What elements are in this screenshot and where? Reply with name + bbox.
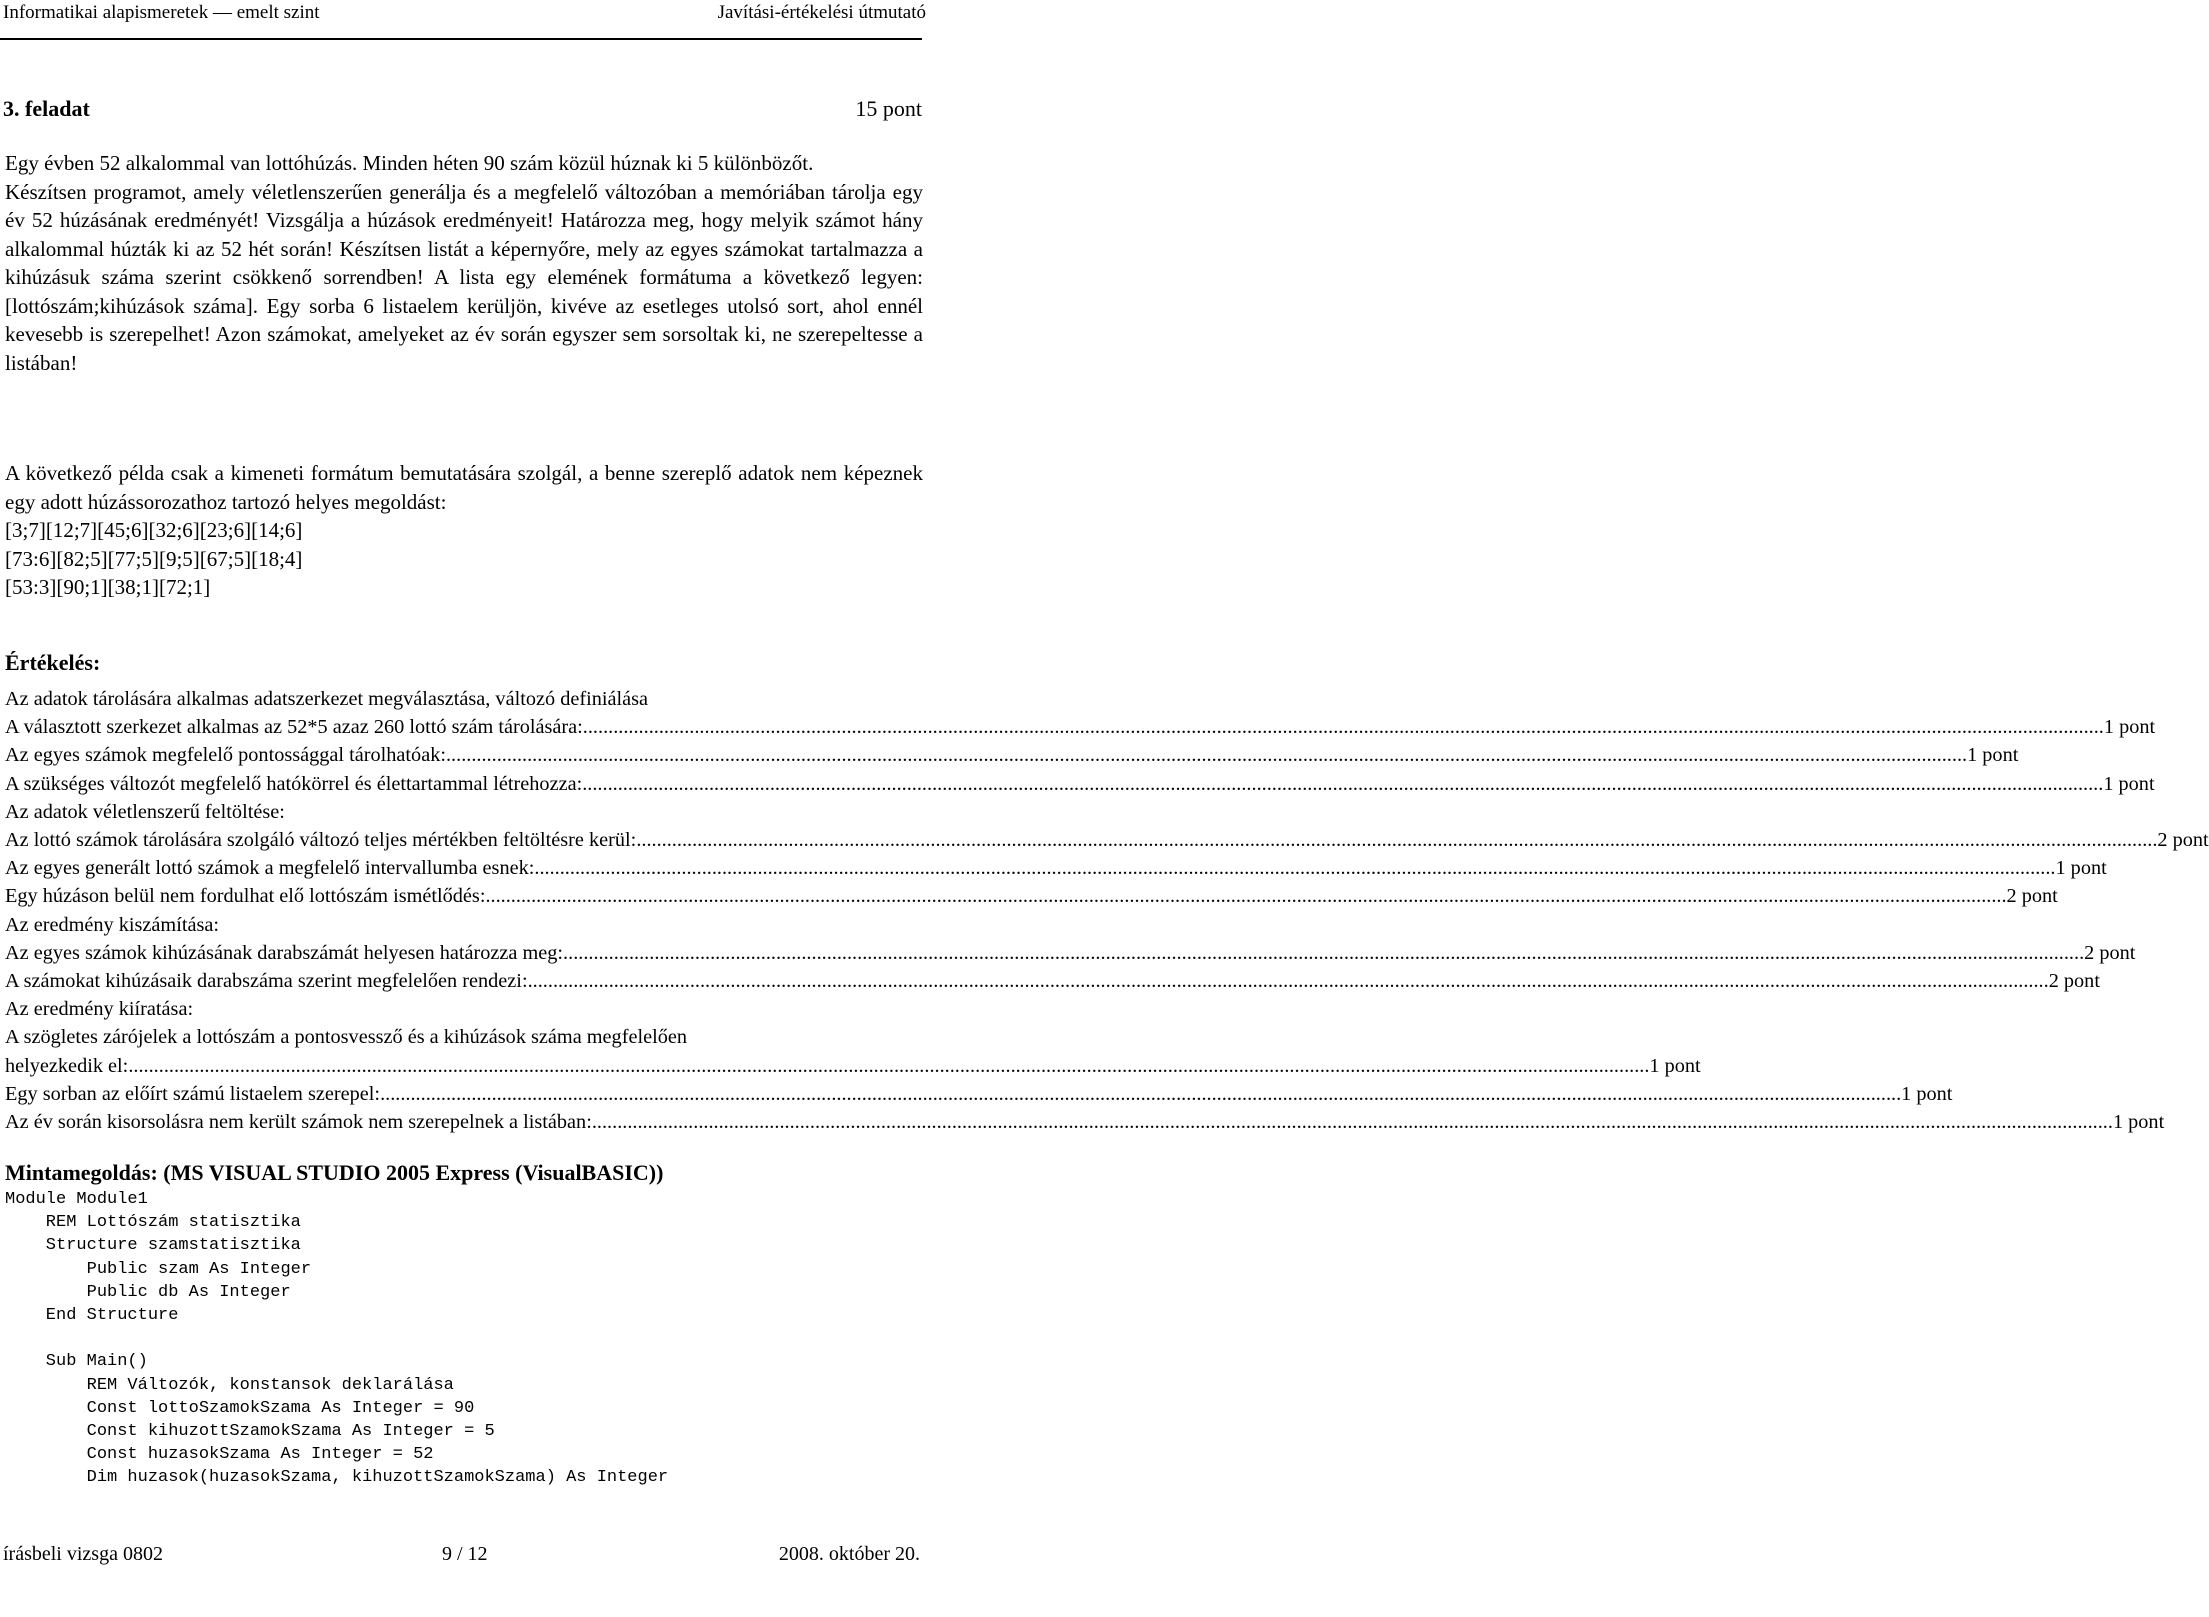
criteria-points: 1 pont xyxy=(2103,772,2155,795)
criteria-text: A számokat kihúzásaik darabszáma szerint megfelelően rendezi: xyxy=(5,970,528,993)
criteria-item-line: A szögletes zárójelek a lottószám a pontosvessző és a kihúzások száma megfelelően xyxy=(5,1026,688,1049)
criteria-text: Az év során kisorsolásra nem került számok nem szerepelnek a listában: xyxy=(5,1111,592,1134)
dot-leader: ............................................................................................................................................................................................................................................................................................................ xyxy=(582,772,2104,795)
criteria-points: 2 pont xyxy=(2084,941,2136,964)
criteria-text: A szükséges változót megfelelő hatókörrel és élettartammal létrehozza: xyxy=(5,772,583,795)
dot-leader: ............................................................................................................................................................................................................................................................................................................ xyxy=(527,970,2049,993)
criteria-section-heading: Az adatok tárolására alkalmas adatszerkezet megválasztása, változó definiálása xyxy=(5,688,649,710)
criteria-section-heading: Az eredmény kiszámítása: xyxy=(5,913,219,936)
criteria-section-heading: Az adatok véletlenszerű feltöltése: xyxy=(5,800,285,823)
header-rule xyxy=(0,38,922,40)
evaluation-title: Értékelés: xyxy=(5,650,101,675)
task-paragraph-2: Készítsen programot, amely véletlenszerűen generálja és a megfelelő változóban a memóriában tárolja egy év 52 húzásának eredményét! Vizsgálja a húzások eredményeit! Határozza meg, hogy melyik számot hány alkalommal húzták ki az 52 hét során! Készítsen listát a képernyőre, mely az egyes számokat tartalmazza a kihúzásuk száma szerint csökkenő sorrendben! A lista egy elemének formátuma a következő legyen: [lottószám;kihúzások száma]. Egy sorba 6 listaelem kerüljön, kivéve az esetleges utolsó sort, ahol ennél kevesebb is szerepelhet! Azon számokat, amelyeket az év során egyszer sem sorsoltak ki, ne szerepeltesse a listában! xyxy=(5,179,923,375)
criteria-item xyxy=(5,967,2100,995)
criteria-item xyxy=(5,770,2155,798)
criteria-text: Egy húzáson belül nem fordulhat elő lottószám ismétlődés: xyxy=(5,885,486,908)
header-left: Informatikai alapismeretek — emelt szint xyxy=(3,2,320,23)
example-line: [53:3][90;1][38;1][72;1] xyxy=(5,575,211,599)
criteria-text: Az egyes generált lottó számok a megfelelő intervallumba esnek: xyxy=(5,857,535,880)
criteria-points: 1 pont xyxy=(1901,1082,1953,1105)
criteria-item xyxy=(5,1080,1953,1108)
solution-title xyxy=(5,1160,663,1186)
criteria-points: 1 pont xyxy=(2055,857,2107,880)
criteria-text: Egy sorban az előírt számú listaelem szerepel: xyxy=(5,1082,381,1105)
criteria-points: 1 pont xyxy=(2103,716,2156,739)
criteria-text: A választott szerkezet alkalmas az 52*5 azaz 260 lottó szám tárolására: xyxy=(5,716,583,739)
solution-code: Module Module1 REM Lottószám statisztika Structure szamstatisztika Public szam As Integer Public db As Integer End Structure Sub Main() REM Változók, konstansok deklarálása Const lottoSzamokSzama As Integer = 90 Const kihuzottSzamokSzama As Integer = 5 Const huzasokSzama As Integer = 52 Dim huzasok(huzasokSzama, kihuzottSzamokSzama) As Integer xyxy=(5,1190,669,1488)
page-number: 9 / 12 xyxy=(442,1543,488,1565)
criteria-item xyxy=(5,1108,2165,1136)
criteria-item xyxy=(5,1052,1701,1080)
criteria-points: 1 pont xyxy=(1649,1054,1701,1077)
dot-leader: ............................................................................................................................................................................................................................................................................................................ xyxy=(485,885,2007,908)
dot-leader: ............................................................................................................................................................................................................................................................................................................ xyxy=(591,1111,2113,1134)
example-line: [3;7][12;7][45;6][32;6][23;6][14;6] xyxy=(5,518,303,542)
dot-leader: ............................................................................................................................................................................................................................................................................................................ xyxy=(534,857,2056,880)
criteria-text: Az lottó számok tárolására szolgáló változó teljes mértékben feltöltésre kerül: xyxy=(5,829,637,852)
solution-label: Mintamegoldás: xyxy=(5,1160,158,1185)
criteria-item xyxy=(5,741,2019,769)
dot-leader: ............................................................................................................................................................................................................................................................................................................ xyxy=(380,1082,1902,1105)
dot-leader: ............................................................................................................................................................................................................................................................................................................ xyxy=(563,941,2085,964)
dot-leader: ............................................................................................................................................................................................................................................................................................................ xyxy=(445,744,1968,767)
task-description xyxy=(5,149,923,377)
dot-leader: ............................................................................................................................................................................................................................................................................................................ xyxy=(636,829,2158,852)
criteria-points: 2 pont xyxy=(2048,970,2100,993)
criteria-text: Az egyes számok megfelelő pontossággal tárolhatóak: xyxy=(5,744,446,767)
example-line: [73:6][82;5][77;5][9;5][67;5][18;4] xyxy=(5,546,303,571)
task-points: 15 pont xyxy=(855,96,922,121)
example-output xyxy=(5,516,923,602)
criteria-points: 1 pont xyxy=(1967,744,2019,767)
criteria-item xyxy=(5,939,2136,967)
example-intro-block xyxy=(5,459,923,516)
criteria-section-heading: Az eredmény kiíratása: xyxy=(5,998,194,1021)
example-intro: A következő példa csak a kimeneti formátum bemutatására szolgál, a benne szereplő adatok nem képeznek egy adott húzássorozathoz tartozó helyes megoldást: xyxy=(5,461,923,514)
header-right: Javítási-értékelési útmutató xyxy=(717,2,926,23)
criteria-text: helyezkedik el: xyxy=(5,1054,129,1077)
criteria-text: Az egyes számok kihúzásának darabszámát helyesen határozza meg: xyxy=(5,941,564,964)
footer-left: írásbeli vizsga 0802 xyxy=(3,1543,163,1565)
criteria-points: 2 pont xyxy=(2006,885,2058,908)
dot-leader: ............................................................................................................................................................................................................................................................................................................ xyxy=(128,1054,1650,1077)
criteria-points: 1 pont xyxy=(2112,1111,2165,1134)
footer-date: 2008. október 20. xyxy=(778,1543,920,1565)
solution-environment: (MS VISUAL STUDIO 2005 Express (VisualBASIC)) xyxy=(157,1160,664,1185)
task-paragraph-1: Egy évben 52 alkalommal van lottóhúzás. Minden héten 90 szám közül húznak ki 5 különbözőt. xyxy=(5,151,814,175)
dot-leader: ............................................................................................................................................................................................................................................................................................................ xyxy=(582,716,2104,739)
criteria-item xyxy=(5,826,2209,854)
criteria-item xyxy=(5,882,2058,910)
criteria-item xyxy=(5,854,2107,882)
criteria-item xyxy=(5,713,2156,741)
task-title: 3. feladat xyxy=(3,96,90,121)
criteria-points: 2 pont xyxy=(2157,829,2209,852)
evaluation-criteria xyxy=(5,685,2209,1136)
